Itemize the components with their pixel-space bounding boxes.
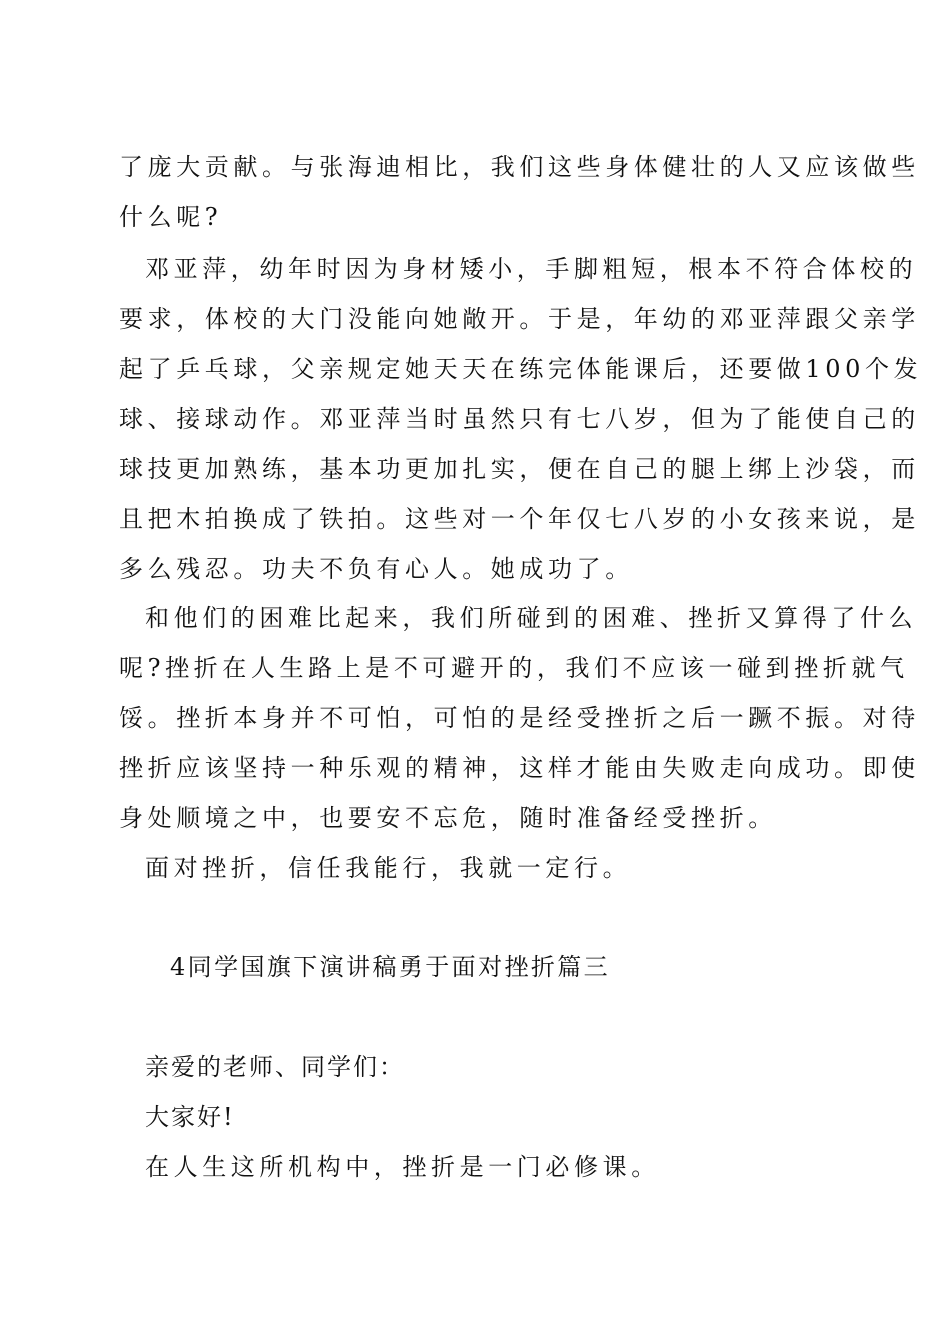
opening-line: 在人生这所机构中，挫折是一门必修课。 — [145, 1153, 660, 1181]
paragraph-2-line-4: 球、接球动作。邓亚萍当时虽然只有七八岁，但为了能使自己的 — [119, 405, 920, 433]
paragraph-3-line-1: 和他们的困难比起来，我们所碰到的困难、挫折又算得了什么 — [145, 604, 918, 632]
paragraph-3-line-4: 挫折应该坚持一种乐观的精神，这样才能由失败走向成功。即使 — [119, 754, 920, 782]
salutation: 亲爱的老师、同学们： — [145, 1053, 405, 1081]
paragraph-2-line-5: 球技更加熟练，基本功更加扎实，便在自己的腿上绑上沙袋，而 — [119, 455, 920, 483]
paragraph-2-line-6: 且把木拍换成了铁拍。这些对一个年仅七八岁的小女孩来说，是 — [119, 505, 920, 533]
paragraph-3-line-5: 身处顺境之中，也要安不忘危，随时准备经受挫折。 — [119, 804, 777, 832]
greeting: 大家好! — [145, 1103, 235, 1131]
paragraph-1-line-2: 什么呢? — [119, 203, 223, 231]
section-heading: 4同学国旗下演讲稿勇于面对挫折篇三 — [170, 953, 611, 981]
paragraph-2-line-3: 起了乒乓球，父亲规定她天天在练完体能课后，还要做100个发 — [119, 355, 923, 383]
paragraph-2-line-1: 邓亚萍，幼年时因为身材矮小，手脚粗短，根本不符合体校的 — [145, 255, 918, 283]
paragraph-4: 面对挫折，信任我能行，我就一定行。 — [145, 854, 632, 882]
paragraph-2-line-2: 要求，体校的大门没能向她敞开。于是，年幼的邓亚萍跟父亲学 — [119, 305, 920, 333]
paragraph-2-line-7: 多么残忍。功夫不负有心人。她成功了。 — [119, 555, 634, 583]
paragraph-3-line-2: 呢?挫折在人生路上是不可避开的，我们不应该一碰到挫折就气 — [119, 654, 909, 682]
paragraph-3-line-3: 馁。挫折本身并不可怕，可怕的是经受挫折之后一蹶不振。对待 — [119, 704, 920, 732]
paragraph-1-line-1: 了庞大贡献。与张海迪相比，我们这些身体健壮的人又应该做些 — [119, 153, 920, 181]
